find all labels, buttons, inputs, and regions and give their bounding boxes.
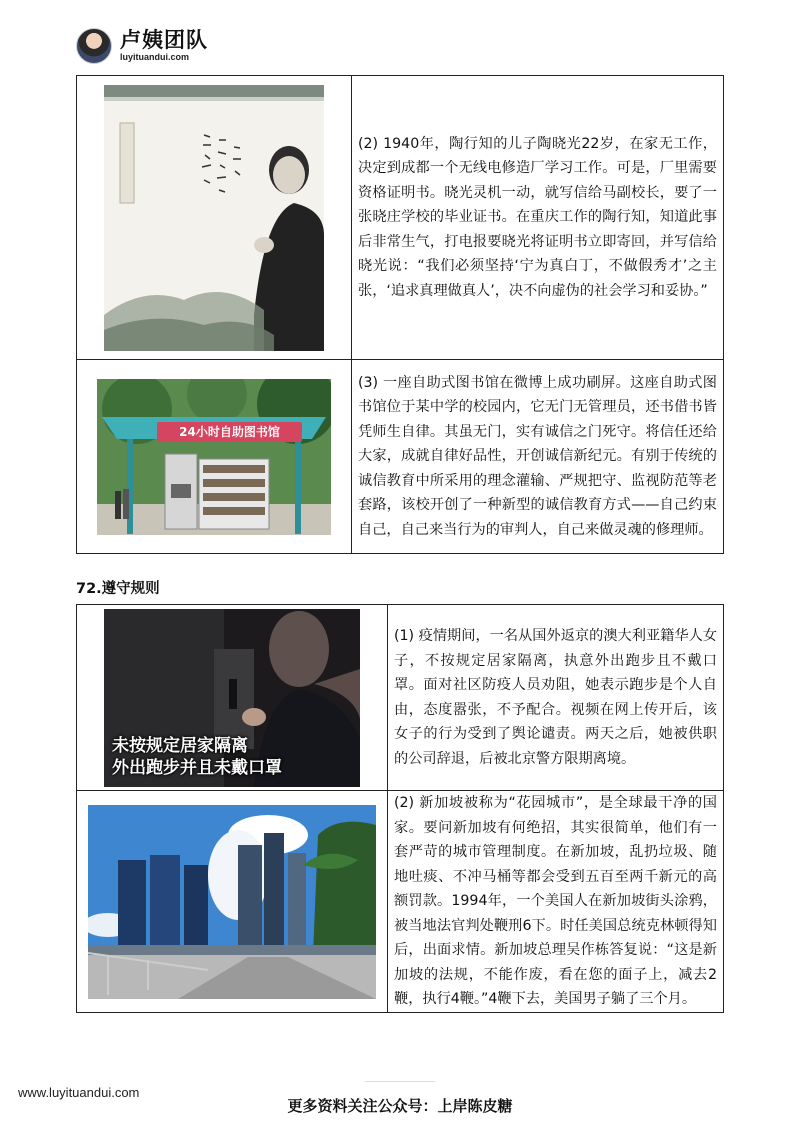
text-cell (352, 360, 724, 554)
table-row (77, 791, 724, 1013)
avatar (76, 28, 112, 64)
library-illustration (97, 379, 331, 535)
text-cell (388, 605, 724, 791)
text-cell (352, 76, 724, 360)
caption-line-2: 外出跑步并且未戴口罩 (112, 757, 282, 778)
case-table-2 (76, 604, 724, 1013)
case-text: (3) 一座自助式图书馆在微博上成功刷屏。这座自助式图书馆位于某中学的校园内，它无门无管理员，还书借书皆凭师生自律。其虽无门，实有诚信之门死守。将信任还给大家，成就自律好品性，开创诚信新纪元。有别于传统的诚信教育中所采用的理念灌输、严规把守、监视防范等老套路，该校开创了一种新型的诚信教育方式——自己约束自己，自己来当行为的审判人，自己来做灵魂的修理师。 (358, 374, 717, 538)
image-cell (77, 791, 388, 1013)
image-cell (77, 360, 352, 554)
table-row (77, 605, 724, 791)
footer-cta: 更多资料关注公众号：上岸陈皮糖 (287, 1097, 513, 1115)
tao-xingzhi-image (104, 85, 324, 351)
brand-text (120, 30, 208, 62)
case-table-1 (76, 75, 724, 554)
brand-url: luyituandui.com (120, 52, 190, 62)
footer-url: www.luyituandui.com (18, 1085, 140, 1100)
portrait-illustration (104, 85, 324, 351)
table-row (77, 360, 724, 554)
case-text: (2) 1940年，陶行知的儿子陶晓光22岁，在家无工作，决定到成都一个无线电修造厂学习工作。可是，厂里需要资格证明书。晓光灵机一动，就写信给马副校长，要了一张晓庄学校的毕业证书。在重庆工作的陶行知，知道此事后非常生气，打电报要晓光将证明书立即寄回，并写信给晓光说：“我们必须坚持‘宁为真白丁，不做假秀才’之主张，‘追求真理做真人’，决不向虚伪的社会学习和妥协。” (358, 135, 717, 299)
video-still-image (104, 609, 360, 787)
library-sign: 24小时自助图书馆 (157, 422, 302, 442)
footer-divider (365, 1081, 435, 1082)
section-title: 72.遵守规则 (76, 581, 160, 597)
text-cell (388, 791, 724, 1013)
caption-line-1: 未按规定居家隔离 (112, 735, 248, 756)
video-caption (112, 735, 282, 779)
library-image (97, 379, 331, 535)
table-row (77, 76, 724, 360)
singapore-skyline-illustration (88, 805, 376, 999)
singapore-image (88, 805, 376, 999)
brand-name: 卢姨团队 (120, 28, 208, 52)
image-cell (77, 605, 388, 791)
brand-logo (76, 28, 208, 64)
image-cell (77, 76, 352, 360)
case-text: (1) 疫情期间，一名从国外返京的澳大利亚籍华人女子，不按规定居家隔离，执意外出跑步且不戴口罩。面对社区防疫人员劝阻，她表示跑步是个人自由，态度嚣张，不予配合。视频在网上传开后，该女子的行为受到了舆论谴责。两天之后，她被供职的公司辞退，后被北京警方限期离境。 (394, 628, 717, 767)
case-text: (2) 新加坡被称为“花园城市”，是全球最干净的国家。要问新加坡有何绝招，其实很简单，他们有一套严苛的城市管理制度。在新加坡，乱扔垃圾、随地吐痰、不冲马桶等都会受到五百至两千新元的高额罚款。1994年，一个美国人在新加坡街头涂鸦，被当地法官判处鞭刑6下。时任美国总统克林顿得知后，出面求情。新加坡总理吴作栋答复说：“这是新加坡的法规，不能作废，看在您的面子上，减去2鞭，执行4鞭。”4鞭下去，美国男子躺了三个月。 (394, 795, 717, 1008)
